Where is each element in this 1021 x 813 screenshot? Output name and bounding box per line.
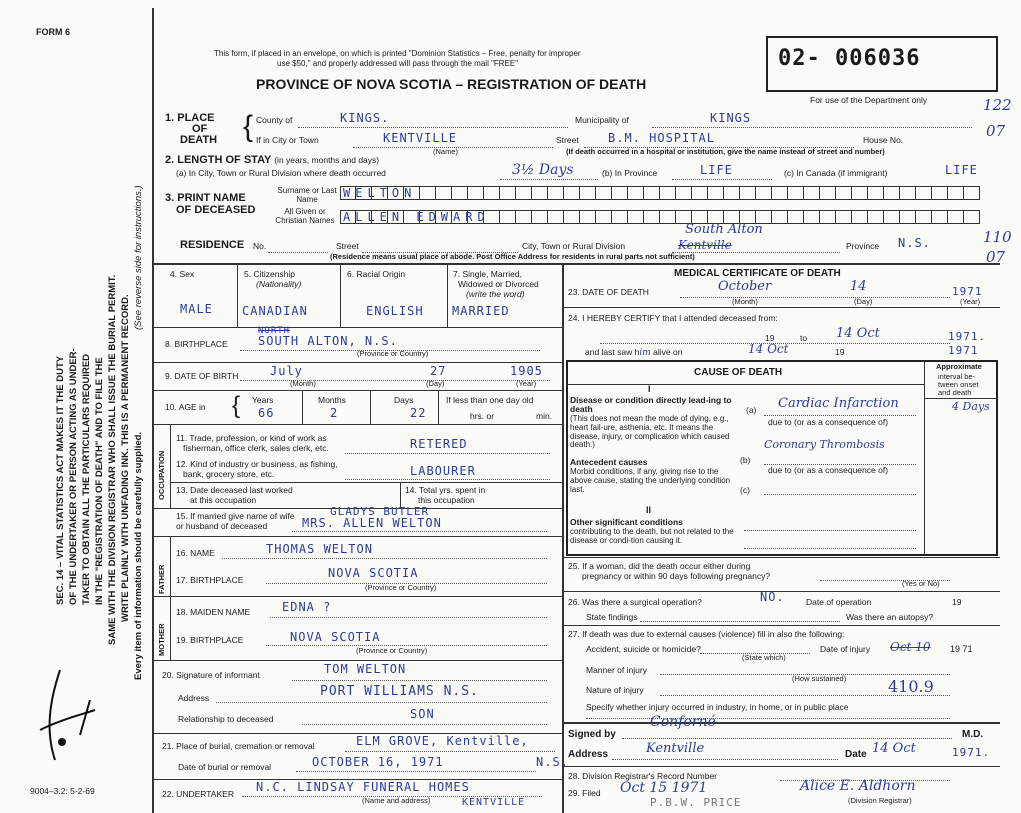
grid-line-390 bbox=[152, 390, 562, 391]
grid-line-307 bbox=[562, 307, 1000, 308]
dob-year: 1905 bbox=[510, 364, 543, 378]
county-value: KINGS. bbox=[340, 111, 390, 125]
street-value: B.M. HOSPITAL bbox=[608, 131, 715, 145]
surgery-findings-line bbox=[640, 621, 840, 622]
residence-no-label: No. bbox=[253, 241, 267, 251]
cause-title-underline bbox=[566, 384, 924, 385]
spouse-label-2: or husband of deceased bbox=[176, 521, 268, 531]
dob-label: 9. DATE OF BIRTH bbox=[165, 371, 239, 381]
dept-code-1: 122 bbox=[983, 96, 1012, 114]
birthplace-struck: NORTH bbox=[258, 326, 291, 336]
racial-value: ENGLISH bbox=[366, 304, 424, 318]
age-months: 2 bbox=[330, 406, 339, 420]
interval-4: and death bbox=[938, 388, 972, 397]
print-code: 9004–3.2: 5-2-69 bbox=[30, 786, 95, 796]
industry-label-1: 12. Kind of industry or business, as fishing, bbox=[176, 459, 338, 469]
father-side-label: FATHER bbox=[157, 564, 166, 594]
burial-date: OCTOBER 16, 1971 bbox=[312, 755, 444, 769]
marital-label-2: Widowed or Divorced bbox=[458, 279, 539, 289]
certify-to-date: 14 Oct bbox=[836, 326, 880, 341]
dob-month-cap: (Month) bbox=[290, 379, 316, 388]
industry-specify-label: Specify whether injury occurred in industry, in home, or in public place bbox=[586, 702, 849, 712]
undertaker-address: KENTVILLE bbox=[462, 797, 526, 808]
dob-day-cap: (Day) bbox=[426, 379, 445, 388]
last-saw-label-text: and last saw h bbox=[585, 347, 640, 357]
death-year-cap: (Year) bbox=[960, 297, 981, 306]
surname-label: Surname or Last Name bbox=[277, 186, 337, 204]
grid-line-424 bbox=[152, 424, 562, 425]
antecedent-note: Morbid conditions, if any, giving rise to the above cause, stating the underlying condition last. bbox=[570, 467, 731, 494]
mother-maiden-line bbox=[270, 617, 547, 618]
spouse-label-1: 15. If married give name of wife bbox=[176, 511, 295, 521]
signer-address-label: Address bbox=[568, 749, 609, 760]
sidebar-text-8: Every item of information should be carefully supplied. bbox=[133, 431, 144, 680]
stay-a-line bbox=[500, 179, 598, 180]
cause-b-value: Coronary Thrombosis bbox=[764, 438, 885, 451]
cause-a-mark: (a) bbox=[746, 405, 757, 415]
cause-c-mark: (c) bbox=[740, 485, 750, 495]
stay-label bbox=[165, 154, 379, 166]
grid-line-722 bbox=[562, 722, 1000, 724]
grid-line-536 bbox=[152, 536, 562, 537]
interval-2: interval be- bbox=[938, 372, 976, 381]
street-label: Street bbox=[556, 135, 579, 145]
age-col-3 bbox=[438, 390, 439, 424]
cause-part-two: II bbox=[646, 505, 652, 515]
age-col-1 bbox=[302, 390, 303, 424]
grid-line-362 bbox=[152, 362, 562, 363]
grid-line-660 bbox=[152, 660, 562, 661]
parents-col bbox=[170, 536, 171, 660]
name-label-1: 3. PRINT NAME bbox=[165, 192, 246, 204]
grid-line-625 bbox=[562, 625, 1000, 626]
residence-city: South Alton bbox=[685, 222, 763, 237]
disease-label: Disease or condition directly lead-ing to death bbox=[570, 395, 732, 415]
last-saw-him: im bbox=[639, 348, 651, 358]
burial-place-label: 21. Place of burial, cremation or removal bbox=[162, 741, 315, 751]
sidebar-text-4: IN THE "REGISTRATION OF DEATH" AND TO FILE THE bbox=[94, 357, 105, 605]
residence-city-label: City, Town or Rural Division bbox=[522, 241, 626, 251]
signer-address: Kentville bbox=[646, 741, 705, 756]
citizenship-label: 5. Citizenship bbox=[244, 269, 296, 279]
cause-due-to-1: due to (or as a consequence of) bbox=[768, 417, 889, 427]
medical-title: MEDICAL CERTIFICATE OF DEATH bbox=[674, 268, 841, 279]
trade-label-2: fisherman, office clerk, sales clerk, etc. bbox=[183, 443, 329, 453]
sidebar-text-1: SEC. 14 – VITAL STATISTICS ACT MAKES IT THE DUTY bbox=[55, 355, 66, 605]
birthplace-cap: (Province or Country) bbox=[357, 349, 429, 358]
grid-v-237 bbox=[237, 263, 238, 327]
surgery-findings-label: State findings bbox=[586, 612, 638, 622]
marital-label-3: (write the word) bbox=[466, 289, 525, 299]
sidebar-text-6: WRITE PLAINLY WITH UNFADING INK. THIS IS A PERMANENT RECORD. bbox=[120, 294, 131, 622]
surgery-value: NO. bbox=[760, 590, 785, 604]
mother-side-label: MOTHER bbox=[157, 623, 166, 656]
grid-line-327 bbox=[152, 327, 562, 328]
registrar-signature: Alice E. Aldhorn bbox=[800, 778, 916, 794]
dept-code-4: 07 bbox=[986, 248, 1006, 266]
city-name-cap: (Name) bbox=[433, 147, 459, 156]
cause-due-to-2: due to (or as a consequence of) bbox=[768, 465, 889, 475]
last-worked-label-2: at this occupation bbox=[190, 495, 257, 505]
stay-a-label: (a) In City, Town or Rural Division where death occurred bbox=[176, 168, 386, 178]
signer-address-line bbox=[612, 759, 838, 760]
injury-date-label: Date of injury bbox=[820, 644, 871, 654]
grid-v-447 bbox=[447, 263, 448, 327]
cause-title: CAUSE OF DEATH bbox=[694, 367, 783, 378]
death-month-cap: (Month) bbox=[732, 297, 758, 306]
dob-year-cap: (Year) bbox=[516, 379, 537, 388]
grid-line-557 bbox=[562, 557, 1000, 558]
hrs-label: hrs. or bbox=[470, 411, 495, 421]
burial-state: N.S. bbox=[536, 755, 569, 769]
woman-yes-no: (Yes or No) bbox=[902, 579, 940, 588]
disease-note: (This does not mean the mode of dying, e.g., heart fail-ure, asthenia, etc. It means the disease, injury, or complication which caused death.) bbox=[570, 414, 730, 450]
death-date-year: 1971 bbox=[952, 285, 983, 298]
occupation-col bbox=[170, 424, 171, 508]
racial-label: 6. Racial Origin bbox=[347, 269, 406, 279]
occupation-side-label: OCCUPATION bbox=[157, 450, 166, 500]
cause-interval-col bbox=[924, 360, 925, 556]
surgery-date-label: Date of operation bbox=[806, 597, 872, 607]
diagnosis-code: 410.9 bbox=[888, 677, 934, 696]
given-label: All Given or Christian Names bbox=[275, 207, 335, 225]
grid-line-596 bbox=[152, 596, 562, 597]
surgery-year-prefix: 19 bbox=[952, 597, 962, 607]
county-line bbox=[298, 127, 568, 128]
mother-maiden-label: 18. MAIDEN NAME bbox=[176, 607, 251, 617]
death-date-month: October bbox=[718, 279, 772, 294]
house-label: House No. bbox=[863, 135, 904, 145]
less-day-label: If less than one day old bbox=[446, 395, 534, 405]
cause-a-line bbox=[764, 415, 916, 416]
grid-line-263 bbox=[152, 263, 1000, 265]
residence-province: N.S. bbox=[898, 236, 931, 250]
father-birthplace-label: 17. BIRTHPLACE bbox=[176, 575, 244, 585]
mother-birthplace-label: 19. BIRTHPLACE bbox=[176, 635, 244, 645]
last-saw-label bbox=[585, 348, 682, 359]
dob-day: 27 bbox=[430, 364, 447, 378]
informant-address-line bbox=[216, 702, 547, 703]
signed-date-year: 1971. bbox=[952, 746, 991, 759]
relationship-value: SON bbox=[410, 707, 435, 721]
death-date-day: 14 bbox=[850, 279, 867, 294]
min-label: min. bbox=[536, 411, 553, 421]
form-title: PROVINCE OF NOVA SCOTIA – REGISTRATION OF DEATH bbox=[256, 76, 647, 92]
stay-label-main: 2. LENGTH OF STAY bbox=[165, 154, 272, 166]
surname-boxes bbox=[340, 186, 980, 200]
industry-label-2: bank, grocery store, etc. bbox=[183, 469, 275, 479]
name-label-2: OF DECEASED bbox=[176, 204, 256, 216]
stay-b-value: LIFE bbox=[700, 163, 733, 177]
mail-notice-1: This form, if placed in an envelope, on which is printed "Dominion Statistics – Free, penalty for improper bbox=[214, 49, 581, 58]
signer-line bbox=[622, 738, 952, 739]
md-label: M.D. bbox=[962, 729, 984, 740]
sidebar-signature bbox=[20, 660, 110, 780]
dob-line bbox=[240, 380, 550, 381]
registrar-cap: (Division Registrar) bbox=[848, 796, 912, 805]
stay-c-value: LIFE bbox=[945, 163, 978, 177]
other-line-2 bbox=[744, 548, 916, 549]
father-name: THOMAS WELTON bbox=[266, 542, 373, 556]
injury-date-struck: Oct 10 bbox=[890, 640, 931, 654]
place-brace: { bbox=[243, 110, 254, 143]
birthplace-value: SOUTH ALTON, N.S. bbox=[258, 334, 398, 348]
trade-label-1: 11. Trade, profession, or kind of work as bbox=[176, 433, 327, 443]
informant-address-label: Address bbox=[178, 693, 210, 703]
sidebar-text-3: TAKER TO OBTAIN ALL THE PARTICULARS REQUIRED bbox=[81, 353, 92, 605]
cause-a-value: Cardiac Infarction bbox=[778, 396, 899, 411]
form-left-border bbox=[152, 8, 154, 813]
citizenship-sub: (Nationality) bbox=[256, 279, 302, 289]
undertaker-cap: (Name and address) bbox=[362, 796, 431, 805]
death-day-cap: (Day) bbox=[854, 297, 873, 306]
marital-label-1: 7. Single, Married, bbox=[453, 269, 522, 279]
certify-from-year: 19 bbox=[765, 333, 775, 343]
place-label: 1. PLACE bbox=[165, 112, 215, 124]
manner-label: Manner of injury bbox=[586, 665, 647, 675]
sidebar-text-5: SAME WITH THE DIVISION REGISTRAR WHO SHALL ISSUE THE BURIAL PERMIT. bbox=[107, 274, 118, 645]
undertaker-label: 22. UNDERTAKER bbox=[162, 789, 234, 799]
relationship-line bbox=[302, 724, 547, 725]
marital-value: MARRIED bbox=[452, 304, 510, 318]
certify-label: 24. I HEREBY CERTIFY that I attended deceased from: bbox=[568, 313, 778, 323]
nature-label: Nature of injury bbox=[586, 685, 644, 695]
external-label: 27. If death was due to external causes (violence) fill in also the following: bbox=[568, 629, 845, 639]
last-saw-year: 1971 bbox=[948, 344, 979, 357]
relationship-label: Relationship to deceased bbox=[178, 714, 274, 724]
street-note: (If death occurred in a hospital or institution, give the name instead of street and number) bbox=[566, 147, 885, 156]
stay-a-value: 3½ Days bbox=[512, 162, 574, 178]
total-years-label-1: 14. Total yrs. spent in bbox=[405, 485, 486, 495]
spouse-maiden-value: GLADYS BUTLER bbox=[330, 505, 430, 518]
signed-date: 14 Oct bbox=[872, 741, 916, 756]
cause-part-one: I bbox=[648, 384, 651, 394]
sidebar-text-7: (See reverse side for instructions.) bbox=[133, 185, 144, 330]
nature-line bbox=[660, 695, 950, 696]
age-days: 22 bbox=[410, 406, 427, 420]
residence-province-label: Province bbox=[846, 241, 880, 251]
cause-a-interval: 4 Days bbox=[952, 400, 990, 413]
antecedent-label: Antecedent causes bbox=[570, 457, 648, 467]
sex-value: MALE bbox=[180, 302, 213, 316]
surname-value: WELTON bbox=[343, 186, 417, 200]
father-prov-cap: (Province or Country) bbox=[365, 583, 437, 592]
dept-code-3: 110 bbox=[983, 228, 1012, 246]
interval-3: tween onset bbox=[938, 380, 979, 389]
interval-underline bbox=[924, 398, 998, 399]
municipality-line bbox=[652, 127, 972, 128]
undertaker-value: N.C. LINDSAY FUNERAL HOMES bbox=[256, 780, 470, 794]
municipality-label: Municipality of bbox=[575, 115, 629, 125]
mother-birthplace: NOVA SCOTIA bbox=[290, 630, 381, 644]
dept-use-label: For use of the Department only bbox=[810, 95, 928, 105]
signed-date-label: Date bbox=[845, 749, 867, 760]
burial-place: ELM GROVE, Kentville, bbox=[356, 734, 529, 748]
mail-notice-2: use $50," and properly addressed will pass through the mail "FREE" bbox=[277, 59, 519, 68]
sex-label: 4. Sex bbox=[170, 269, 195, 279]
last-worked-label-1: 13. Date deceased last worked bbox=[176, 485, 293, 495]
residence-street-label: Street bbox=[336, 241, 359, 251]
death-date-line bbox=[680, 297, 950, 298]
signed-by-label: Signed by bbox=[568, 729, 616, 740]
grid-col-split bbox=[562, 263, 564, 813]
trade-line bbox=[345, 453, 550, 454]
place-label-of: OF bbox=[192, 123, 208, 135]
certify-to-label: to bbox=[800, 333, 808, 343]
cause-c-line bbox=[764, 494, 916, 495]
registrar-record-label: 28. Division Registrar's Record Number bbox=[568, 771, 718, 781]
interval-1: Approximate bbox=[936, 362, 982, 371]
grid-v-340 bbox=[340, 263, 341, 327]
informant-signature-label: 20. Signature of informant bbox=[162, 670, 260, 680]
mother-maiden: EDNA ? bbox=[282, 600, 332, 614]
residence-city-struck: Kentville bbox=[678, 238, 732, 252]
residence-label: RESIDENCE bbox=[180, 239, 245, 251]
industry-value: LABOURER bbox=[410, 464, 476, 478]
given-value: ALLEN EDWARD bbox=[343, 210, 490, 224]
last-saw-year-prefix: 19 bbox=[835, 347, 845, 357]
death-date-label: 23. DATE OF DEATH bbox=[568, 287, 649, 297]
municipality-value: KINGS bbox=[710, 111, 752, 125]
age-days-label: Days bbox=[394, 395, 414, 405]
birthplace-label: 8. BIRTHPLACE bbox=[165, 339, 228, 349]
mother-prov-cap: (Province or Country) bbox=[356, 646, 428, 655]
signer-value: Conforné bbox=[650, 714, 716, 730]
spouse-value: MRS. ALLEN WELTON bbox=[302, 516, 442, 530]
reg-number: 02- 006036 bbox=[778, 46, 921, 71]
filed-label: 29. Filed bbox=[568, 788, 601, 798]
age-label: 10. AGE in bbox=[165, 402, 206, 412]
age-months-label: Months bbox=[318, 395, 346, 405]
grid-line-766 bbox=[562, 766, 1000, 767]
informant-address: PORT WILLIAMS N.S. bbox=[320, 684, 479, 699]
stay-label-sub: (in years, months and days) bbox=[274, 155, 380, 165]
citizenship-value: CANADIAN bbox=[242, 304, 308, 318]
industry-line bbox=[345, 479, 550, 480]
other-line-1 bbox=[744, 530, 916, 531]
other-conditions-note: contributing to the death, but not related to the disease or condi-tion causing it. bbox=[570, 527, 734, 545]
residence-no-line bbox=[268, 252, 328, 253]
stay-b-label: (b) In Province bbox=[602, 168, 658, 178]
grid-line-482 bbox=[170, 482, 562, 483]
total-years-label-2: this occupation bbox=[418, 495, 475, 505]
woman-label-1: 25. If a woman, did the death occur either during bbox=[568, 561, 751, 571]
cause-b-mark: (b) bbox=[740, 455, 751, 465]
other-conditions-label: Other significant conditions bbox=[570, 517, 683, 527]
autopsy-label: Was there an autopsy? bbox=[846, 612, 934, 622]
alive-on-label: alive on bbox=[653, 347, 683, 357]
burial-date-label: Date of burial or removal bbox=[178, 762, 272, 772]
injury-year: 19 71 bbox=[950, 644, 973, 654]
spouse-line bbox=[292, 531, 547, 532]
informant-name-line bbox=[292, 680, 547, 681]
stay-b-line bbox=[672, 179, 772, 180]
accident-label: Accident, suicide or homicide? bbox=[586, 644, 701, 654]
residence-note: (Residence means usual place of abode. Post Office Address for residents in rural parts not sufficient) bbox=[330, 252, 695, 261]
age-brace: { bbox=[232, 392, 241, 419]
city-value: KENTVILLE bbox=[383, 131, 458, 145]
surgery-label: 26. Was there a surgical operation? bbox=[568, 597, 702, 607]
residence-city-line bbox=[672, 252, 840, 253]
age-years: 66 bbox=[258, 406, 275, 420]
city-label: If in City or Town bbox=[256, 135, 319, 145]
sidebar-text-2: OF THE UNDERTAKER OR PERSON ACTING AS UNDER- bbox=[68, 348, 79, 605]
age-col-2 bbox=[370, 390, 371, 424]
certify-to-year: 1971. bbox=[948, 330, 987, 343]
father-name-label: 16. NAME bbox=[176, 548, 215, 558]
father-birthplace: NOVA SCOTIA bbox=[328, 566, 419, 580]
industry-specify-line bbox=[586, 718, 950, 719]
age-years-label: Years bbox=[252, 395, 274, 405]
registrar-stamp: P.B.W. PRICE bbox=[650, 796, 742, 809]
last-saw-date: 14 Oct bbox=[748, 342, 789, 356]
burial-place-line bbox=[345, 751, 555, 752]
county-label: County of bbox=[256, 115, 293, 125]
how-sustained-cap: (How sustained) bbox=[792, 674, 847, 683]
stay-c-label: (c) In Canada (if immigrant) bbox=[784, 168, 888, 178]
father-name-line bbox=[222, 558, 547, 559]
dept-code-2: 07 bbox=[986, 122, 1006, 140]
trade-value: RETERED bbox=[410, 437, 468, 451]
form-number: FORM 6 bbox=[36, 27, 71, 37]
informant-name: TOM WELTON bbox=[324, 662, 407, 676]
burial-date-line bbox=[296, 771, 536, 772]
filed-date: Oct 15 1971 bbox=[620, 780, 708, 796]
place-label-death: DEATH bbox=[180, 134, 218, 146]
state-which-cap: (State which) bbox=[742, 653, 786, 662]
woman-label-2: pregnancy or within 90 days following pregnancy? bbox=[582, 571, 771, 581]
dob-month: July bbox=[270, 364, 303, 378]
